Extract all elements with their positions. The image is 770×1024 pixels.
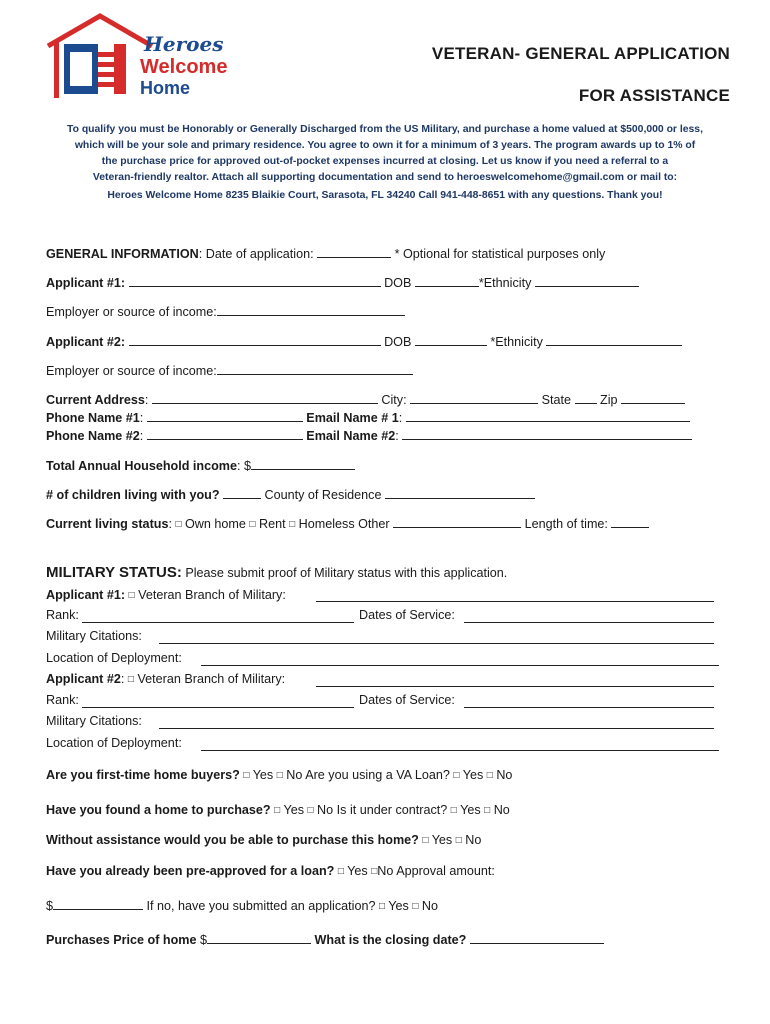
dates-of-service1-label: Dates of Service: (359, 608, 455, 622)
yes-label: Yes (283, 803, 304, 817)
zip-field[interactable] (621, 391, 685, 404)
veteran-branch-label: Veteran Branch of Military: (138, 588, 286, 602)
veteran-branch-label: Veteran Branch of Military: (137, 672, 286, 686)
employer1-row (46, 303, 405, 319)
city-field[interactable] (410, 391, 538, 404)
first-time-buyer-row (46, 768, 512, 782)
no-label: No (493, 803, 510, 817)
under-contract-question: Is it under contract? (336, 803, 448, 817)
email2-field[interactable] (402, 427, 692, 440)
employer2-row (46, 362, 413, 378)
military-applicant1-label: Applicant #1: (46, 588, 126, 602)
pre-approved-question: Have you already been pre-approved for a loan? (46, 864, 335, 878)
logo-line-welcome: Welcome (140, 56, 228, 78)
rank2-field[interactable] (82, 707, 354, 708)
applicant1-label: Applicant #1: (46, 276, 126, 290)
state-field[interactable] (575, 391, 597, 404)
email1-field[interactable] (406, 409, 690, 422)
children-field[interactable] (223, 486, 261, 499)
contract-no-checkbox[interactable]: □ (484, 805, 491, 816)
deployment1-field[interactable] (201, 665, 719, 666)
closing-date-field[interactable] (470, 931, 604, 944)
address-row: Current Address: City: State Zip (46, 391, 685, 407)
current-address-label: Current Address (46, 393, 145, 407)
living-status-row: Current living status: □ Own home □ Rent □ Homeless Other Length of time: (46, 515, 649, 531)
yes-label: Yes (388, 899, 409, 913)
intro-line: which will be your sole and primary residence. You agree to own it for a minimum of 3 years. The program awards up to 1% of (74, 140, 696, 151)
submitted-yes-checkbox[interactable]: □ (378, 901, 386, 912)
intro-line: To qualify you must be Honorably or Generally Discharged from the US Military, and purchase a home valued at $500,000 or less, (67, 124, 703, 135)
city-label: City: (381, 393, 407, 407)
general-info-heading: GENERAL INFORMATION (46, 247, 199, 261)
dob-label: DOB (384, 335, 412, 349)
military-status-row (46, 564, 507, 581)
phone2-label: Phone Name #2 (46, 429, 140, 443)
employer-label: Employer or source of income: (46, 305, 217, 319)
no-label: No (421, 899, 438, 913)
phone2-field[interactable] (147, 427, 303, 440)
assist-yes-checkbox[interactable]: □ (422, 835, 429, 846)
without-assistance-question: Without assistance would you be able to purchase this home? (46, 833, 419, 847)
assist-no-checkbox[interactable]: □ (455, 835, 462, 846)
first-time-buyer-question: Are you first-time home buyers? (46, 768, 240, 782)
preapproved-yes-checkbox[interactable]: □ (337, 866, 344, 877)
own-home-label: Own home (185, 517, 246, 531)
yes-label: Yes (252, 768, 274, 782)
phone2-row: Phone Name #2: Email Name #2: (46, 427, 692, 443)
general-info-row (46, 245, 605, 261)
dollar-sign: $ (244, 459, 252, 473)
applicant2-label: Applicant #2: (46, 335, 126, 349)
without-assistance-row (46, 833, 481, 847)
living-status-label: Current living status (46, 517, 169, 531)
pre-approved-row (46, 864, 495, 878)
military-status-heading: MILITARY STATUS: (46, 564, 182, 581)
yes-label: Yes (431, 833, 453, 847)
dollar-sign: $ (46, 899, 54, 913)
va-loan-question: Are you using a VA Loan? (305, 768, 450, 782)
current-address-field[interactable] (152, 391, 378, 404)
found-home-no-checkbox[interactable]: □ (307, 805, 314, 816)
applicant2-row (46, 333, 682, 349)
ethnicity-label: *Ethnicity (478, 276, 532, 290)
rank1-row (46, 608, 79, 622)
rank1-field[interactable] (82, 622, 354, 623)
no-label: No (377, 864, 394, 878)
yes-label: Yes (347, 864, 368, 878)
intro-line: Heroes Welcome Home 8235 Blaikie Court, Sarasota, FL 34240 Call 941-448-8651 with any questions. Thank you! (107, 190, 663, 201)
state-label: State (541, 393, 571, 407)
rent-label: Rent (258, 517, 286, 531)
logo-line-heroes: Heroes (144, 32, 224, 56)
income-field[interactable] (251, 457, 355, 470)
applicant1-name-field[interactable] (129, 274, 381, 287)
applicant1-ethnicity-field[interactable] (535, 274, 639, 287)
va-loan-yes-checkbox[interactable]: □ (453, 770, 460, 781)
children-row (46, 486, 535, 502)
military-citations2-field[interactable] (159, 728, 714, 729)
military-app2-row: Applicant #2: □ Veteran Branch of Military: (46, 672, 286, 686)
first-time-yes-checkbox[interactable]: □ (243, 770, 250, 781)
rank2-label: Rank: (46, 693, 79, 707)
dates-of-service1-field[interactable] (464, 622, 714, 623)
purchase-price-label: Purchases Price of home (46, 933, 197, 947)
application-date-field[interactable] (317, 245, 391, 258)
intro-paragraph (20, 122, 750, 204)
submitted-application-question: If no, have you submitted an application? (146, 899, 376, 913)
va-loan-no-checkbox[interactable]: □ (486, 770, 493, 781)
found-home-question: Have you found a home to purchase? (46, 803, 271, 817)
employer1-field[interactable] (217, 303, 405, 316)
deployment2-field[interactable] (201, 750, 719, 751)
form-title-line1: VETERAN- GENERAL APPLICATION (431, 44, 730, 63)
logo-line-home: Home (140, 78, 191, 98)
zip-label: Zip (600, 393, 618, 407)
homeless-checkbox[interactable]: □ (289, 519, 296, 530)
yes-label: Yes (460, 803, 481, 817)
applicant1-row (46, 274, 639, 290)
first-time-no-checkbox[interactable]: □ (276, 770, 283, 781)
phone1-label: Phone Name #1 (46, 411, 140, 425)
intro-line: Veteran-friendly realtor. Attach all supporting documentation and send to heroeswelcomehome@gmail.com or mail to: (92, 172, 678, 183)
children-label: # of children living with you? (46, 488, 220, 502)
ethnicity-label: *Ethnicity (490, 335, 543, 349)
dob-label: DOB (384, 276, 412, 290)
optional-note: * Optional for statistical purposes only (394, 247, 606, 261)
homeless-other-label: Homeless Other (298, 517, 390, 531)
branch2-field[interactable] (316, 686, 714, 687)
date-label: : Date of application: (198, 247, 314, 261)
purchase-price-field[interactable] (207, 931, 311, 944)
income-row: Total Annual Household income: $ (46, 457, 355, 473)
applicant1-dob-field[interactable] (415, 274, 479, 287)
preapproved-no-checkbox[interactable]: □ (371, 866, 378, 877)
military-citations1-field[interactable] (159, 643, 714, 644)
length-of-time-field[interactable] (611, 515, 649, 528)
applicant2-dob-field[interactable] (415, 333, 487, 346)
other-status-field[interactable] (393, 515, 521, 528)
employer2-field[interactable] (217, 362, 413, 375)
heroes-welcome-home-logo (44, 12, 240, 102)
branch1-field[interactable] (316, 601, 714, 602)
rank-label: Rank: (46, 608, 79, 622)
applicant2-name-field[interactable] (129, 333, 381, 346)
no-label: No (465, 833, 482, 847)
contract-yes-checkbox[interactable]: □ (450, 805, 457, 816)
no-label: No (317, 803, 334, 817)
approval-amount-row (46, 897, 438, 913)
dollar-sign: $ (200, 933, 208, 947)
intro-line: the purchase price for approved out-of-pocket expenses incurred at closing. Let us know if you need a referral to a (101, 156, 669, 167)
military-citations1-label: Military Citations: (46, 629, 142, 643)
veteran2-checkbox[interactable]: □ (127, 674, 134, 685)
military-status-note: Please submit proof of Military status with this application. (185, 566, 508, 580)
no-label: No (496, 768, 513, 782)
closing-date-label: What is the closing date? (314, 933, 467, 947)
approval-amount-label: Approval amount: (396, 864, 495, 878)
military-applicant2-label: Applicant #2 (46, 672, 121, 686)
dates-of-service2-field[interactable] (464, 707, 714, 708)
form-title-line2: FOR ASSISTANCE (578, 86, 730, 105)
submitted-no-checkbox[interactable]: □ (412, 901, 419, 912)
approval-amount-field[interactable] (53, 897, 143, 910)
dates-of-service2-label: Dates of Service: (359, 693, 455, 707)
county-field[interactable] (385, 486, 535, 499)
deployment2-label: Location of Deployment: (46, 736, 182, 750)
military-app1-row (46, 588, 286, 602)
purchase-price-row (46, 931, 604, 947)
veteran1-checkbox[interactable]: □ (128, 590, 135, 601)
applicant2-ethnicity-field[interactable] (546, 333, 682, 346)
deployment1-label: Location of Deployment: (46, 651, 182, 665)
length-of-time-label: Length of time: (524, 517, 608, 531)
rent-checkbox[interactable]: □ (249, 519, 256, 530)
county-label: County of Residence (264, 488, 382, 502)
yes-label: Yes (462, 768, 484, 782)
phone1-field[interactable] (147, 409, 303, 422)
email2-label: Email Name #2 (306, 429, 396, 443)
income-label: Total Annual Household income (46, 459, 238, 473)
no-label: No (286, 768, 303, 782)
employer-label: Employer or source of income: (46, 364, 217, 378)
email1-label: Email Name # 1 (306, 411, 399, 425)
found-home-row (46, 803, 510, 817)
found-home-yes-checkbox[interactable]: □ (274, 805, 281, 816)
military-citations2-label: Military Citations: (46, 714, 142, 728)
phone1-row: Phone Name #1: Email Name # 1: (46, 409, 690, 425)
own-home-checkbox[interactable]: □ (175, 519, 182, 530)
